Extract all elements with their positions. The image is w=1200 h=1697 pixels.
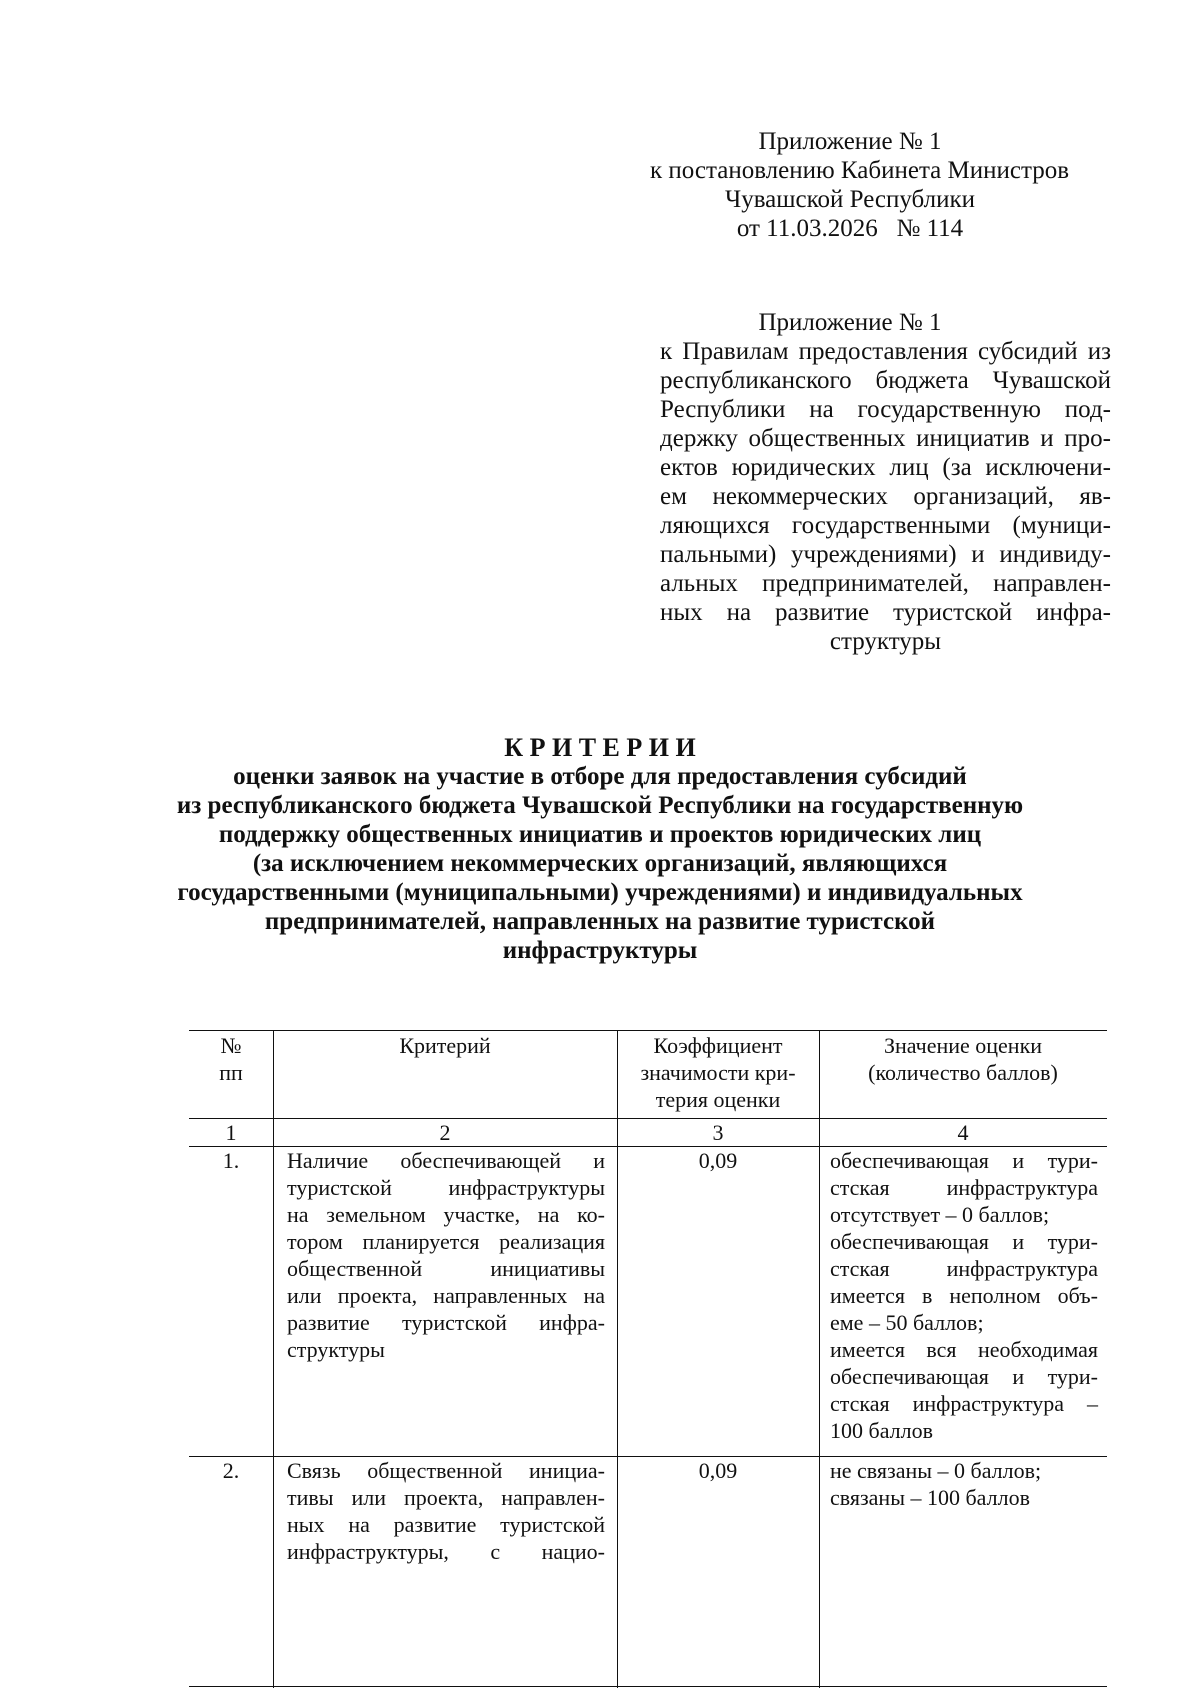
criterion-line: тором планируется реализация <box>287 1229 605 1254</box>
column-number: 2 <box>439 1120 451 1145</box>
score-line: стская инфраструктура <box>830 1256 1098 1281</box>
row-coefficient: 0,09 <box>698 1148 738 1173</box>
column-number: 3 <box>712 1120 724 1145</box>
criterion-line: структуры <box>287 1337 385 1362</box>
annex-rules-line: держку общественных инициатив и про- <box>660 425 1111 452</box>
score-line: стская инфраструктура <box>830 1175 1098 1200</box>
table-rule <box>189 1686 1107 1687</box>
score-line: еме – 50 баллов; <box>830 1310 984 1335</box>
score-line: имеется в неполном объ- <box>830 1283 1098 1308</box>
annex-rules-line: структуры <box>829 628 942 655</box>
header-num <box>189 1032 273 1086</box>
row-num: 2. <box>222 1458 240 1483</box>
score-line: стская инфраструктура – <box>830 1391 1098 1416</box>
annex-rules-line: республиканского бюджета Чувашской <box>660 367 1111 394</box>
annex-rules-line: к Правилам предоставления субсидий из <box>660 338 1111 365</box>
header-coefficient-line: Коэффициент <box>653 1033 783 1058</box>
header-coefficient-line: терия оценки <box>655 1087 781 1112</box>
heading-subtitle-line: оценки заявок на участие в отборе для предоставления субсидий <box>233 763 967 790</box>
annex-rules-line: альных предпринимателей, направлен- <box>660 570 1111 597</box>
row-criterion <box>287 1147 605 1363</box>
header-num-line: № <box>220 1033 242 1058</box>
annex-rules-title: Приложение № 1 <box>758 309 942 336</box>
heading-subtitle-line: поддержку общественных инициатив и проектов юридических лиц <box>218 821 982 848</box>
heading-title: К Р И Т Е Р И И <box>504 733 696 762</box>
criterion-line: общественной инициативы <box>287 1256 605 1281</box>
annex-rules-line: Республики на государственную под- <box>660 396 1111 423</box>
header-score-line: (количество баллов) <box>868 1060 1058 1085</box>
header-score-line: Значение оценки <box>883 1033 1043 1058</box>
heading-subtitle-line: (за исключением некоммерческих организаций, являющихся <box>252 850 948 877</box>
row-coefficient: 0,09 <box>698 1458 738 1483</box>
header-num-line: пп <box>219 1060 243 1085</box>
score-line: 100 баллов <box>830 1418 933 1443</box>
criterion-line: Связь общественной инициа- <box>287 1458 605 1483</box>
annex-rules-line: ем некоммерческих организаций, яв- <box>660 483 1111 510</box>
column-number: 1 <box>225 1120 237 1145</box>
row-criterion <box>287 1457 605 1565</box>
heading-subtitle-line: предпринимателей, направленных на развитие туристской <box>264 908 936 935</box>
score-line: имеется вся необходимая <box>830 1337 1098 1362</box>
annex-rules-line: ляющихся государственными (муници- <box>660 512 1111 539</box>
annex-decree-line: к постановлению Кабинета Министров <box>650 157 1070 184</box>
score-line: отсутствует – 0 баллов; <box>830 1202 1050 1227</box>
row-num: 1. <box>222 1148 240 1173</box>
score-line: обеспечивающая и тури- <box>830 1229 1098 1254</box>
score-line: обеспечивающая и тури- <box>830 1364 1098 1389</box>
criterion-line: ных на развитие туристской <box>287 1512 605 1537</box>
annex-rules-line: ных на развитие туристской инфра- <box>660 599 1111 626</box>
score-line: не связаны – 0 баллов; <box>830 1458 1042 1483</box>
header-coefficient-line: значимости кри- <box>640 1060 796 1085</box>
criterion-line: туристской инфраструктуры <box>287 1175 605 1200</box>
table-rule <box>189 1030 1107 1031</box>
heading-subtitle-line: из республиканского бюджета Чувашской Республики на государственную <box>176 792 1024 819</box>
annex-rules-line: ектов юридических лиц (за исключени- <box>660 454 1111 481</box>
row-score <box>830 1147 1098 1444</box>
criteria-table <box>189 1030 1107 1688</box>
column-number: 4 <box>957 1120 969 1145</box>
criterion-line: или проекта, направленных на <box>287 1283 605 1308</box>
annex-rules-line: пальными) учреждениями) и индивиду- <box>660 541 1111 568</box>
annex-decree-line: Чувашской Республики <box>724 186 976 213</box>
score-line: обеспечивающая и тури- <box>830 1148 1098 1173</box>
annex-decree-line: Приложение № 1 <box>758 128 942 155</box>
score-line: связаны – 100 баллов <box>830 1485 1030 1510</box>
criterion-line: инфраструктуры, с нацио- <box>287 1539 605 1564</box>
header-criterion <box>273 1032 617 1059</box>
row-score <box>830 1457 1098 1511</box>
header-criterion-line: Критерий <box>399 1033 491 1058</box>
header-coefficient <box>617 1032 819 1113</box>
criterion-line: развитие туристской инфра- <box>287 1310 605 1335</box>
criterion-line: на земельном участке, на ко- <box>287 1202 605 1227</box>
annex-decree-line: от 11.03.2026 № 114 <box>736 215 964 242</box>
heading-subtitle-line: инфраструктуры <box>502 937 698 964</box>
criterion-line: Наличие обеспечивающей и <box>287 1148 605 1173</box>
criterion-line: тивы или проекта, направлен- <box>287 1485 605 1510</box>
heading-subtitle-line: государственными (муниципальными) учреждениями) и индивидуальных <box>177 879 1023 906</box>
header-score <box>819 1032 1107 1086</box>
